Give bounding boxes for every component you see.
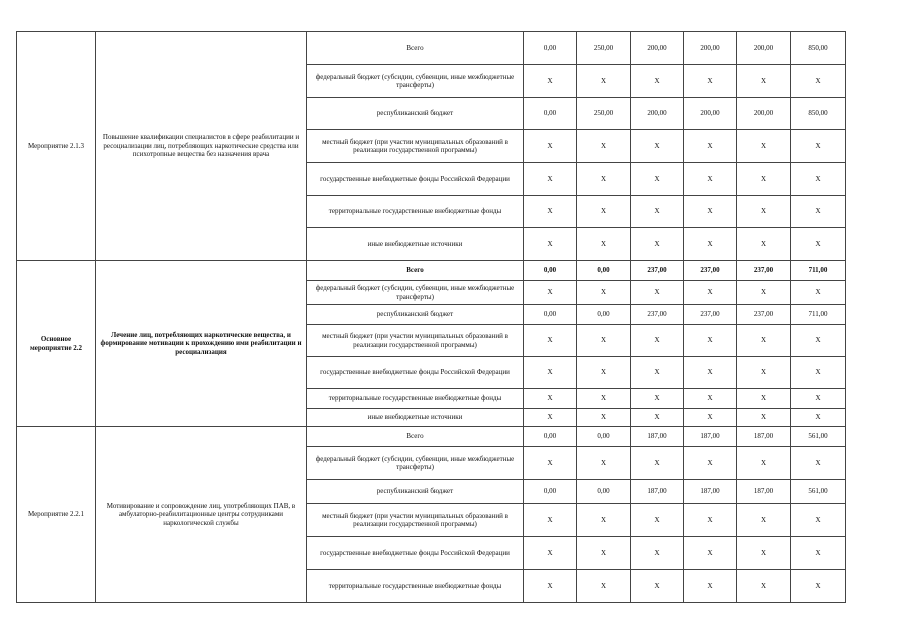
value-cell: X bbox=[631, 281, 684, 305]
funding-source: местный бюджет (при участии муниципальных образований в реализации государственной программы) bbox=[307, 504, 524, 537]
value-cell: X bbox=[631, 130, 684, 163]
value-cell: X bbox=[577, 196, 631, 228]
value-cell: 850,00 bbox=[791, 32, 846, 65]
budget-table bbox=[16, 31, 846, 603]
value-cell: X bbox=[577, 65, 631, 98]
funding-source: государственные внебюджетные фонды Российской Федерации bbox=[307, 163, 524, 196]
value-cell: X bbox=[524, 130, 577, 163]
value-cell: 561,00 bbox=[791, 427, 846, 447]
measure-description: Повышение квалификации специалистов в сфере реабилитации и ресоциализации лиц, потребляющих наркотические средства или психотропные вещества без назначения врача bbox=[96, 32, 307, 261]
value-cell: X bbox=[791, 325, 846, 357]
value-cell: X bbox=[791, 537, 846, 570]
value-cell: 187,00 bbox=[631, 480, 684, 504]
value-cell: 187,00 bbox=[631, 427, 684, 447]
value-cell: X bbox=[577, 281, 631, 305]
value-cell: X bbox=[577, 389, 631, 409]
funding-source: государственные внебюджетные фонды Российской Федерации bbox=[307, 357, 524, 389]
value-cell: X bbox=[791, 409, 846, 427]
value-cell: 200,00 bbox=[737, 98, 791, 130]
value-cell: X bbox=[791, 504, 846, 537]
value-cell: X bbox=[791, 163, 846, 196]
value-cell: X bbox=[737, 357, 791, 389]
value-cell: X bbox=[577, 130, 631, 163]
value-cell: 200,00 bbox=[684, 98, 737, 130]
value-cell: X bbox=[684, 447, 737, 480]
value-cell: X bbox=[524, 409, 577, 427]
value-cell: 237,00 bbox=[737, 305, 791, 325]
value-cell: X bbox=[791, 130, 846, 163]
value-cell: X bbox=[631, 447, 684, 480]
value-cell: 0,00 bbox=[524, 32, 577, 65]
value-cell: 561,00 bbox=[791, 480, 846, 504]
value-cell: X bbox=[791, 65, 846, 98]
value-cell: X bbox=[631, 504, 684, 537]
value-cell: X bbox=[737, 130, 791, 163]
value-cell: 237,00 bbox=[631, 305, 684, 325]
value-cell: X bbox=[737, 409, 791, 427]
value-cell: X bbox=[791, 196, 846, 228]
value-cell: X bbox=[524, 196, 577, 228]
value-cell: 850,00 bbox=[791, 98, 846, 130]
funding-source: территориальные государственные внебюджетные фонды bbox=[307, 570, 524, 603]
value-cell: 187,00 bbox=[737, 427, 791, 447]
table-row bbox=[17, 427, 846, 447]
value-cell: 0,00 bbox=[577, 480, 631, 504]
value-cell: 0,00 bbox=[577, 427, 631, 447]
funding-source: территориальные государственные внебюджетные фонды bbox=[307, 196, 524, 228]
value-cell: X bbox=[791, 389, 846, 409]
funding-source: Всего bbox=[307, 261, 524, 281]
value-cell: X bbox=[631, 409, 684, 427]
value-cell: X bbox=[684, 504, 737, 537]
value-cell: 0,00 bbox=[524, 261, 577, 281]
funding-source: иные внебюджетные источники bbox=[307, 228, 524, 261]
value-cell: 237,00 bbox=[737, 261, 791, 281]
value-cell: X bbox=[791, 357, 846, 389]
measure-description: Мотивирование и сопровождение лиц, употребляющих ПАВ, в амбулаторно-реабилитационные центры сотрудниками наркологической службы bbox=[96, 427, 307, 603]
funding-source: территориальные государственные внебюджетные фонды bbox=[307, 389, 524, 409]
funding-source: Всего bbox=[307, 427, 524, 447]
value-cell: 0,00 bbox=[524, 427, 577, 447]
measure-description: Лечение лиц, потребляющих наркотические вещества, и формирование мотивации к прохождению ими реабилитации и ресоциализация bbox=[96, 261, 307, 427]
value-cell: X bbox=[737, 163, 791, 196]
value-cell: X bbox=[577, 447, 631, 480]
value-cell: X bbox=[684, 281, 737, 305]
value-cell: X bbox=[791, 570, 846, 603]
value-cell: 200,00 bbox=[631, 32, 684, 65]
value-cell: X bbox=[631, 357, 684, 389]
funding-source: государственные внебюджетные фонды Российской Федерации bbox=[307, 537, 524, 570]
table-row bbox=[17, 261, 846, 281]
value-cell: X bbox=[684, 389, 737, 409]
table-row bbox=[17, 32, 846, 65]
value-cell: 711,00 bbox=[791, 305, 846, 325]
value-cell: X bbox=[577, 357, 631, 389]
value-cell: 237,00 bbox=[684, 305, 737, 325]
value-cell: X bbox=[737, 570, 791, 603]
value-cell: X bbox=[737, 196, 791, 228]
value-cell: X bbox=[684, 65, 737, 98]
value-cell: X bbox=[577, 163, 631, 196]
value-cell: X bbox=[737, 504, 791, 537]
value-cell: 0,00 bbox=[524, 98, 577, 130]
value-cell: X bbox=[524, 163, 577, 196]
value-cell: 200,00 bbox=[737, 32, 791, 65]
value-cell: 711,00 bbox=[791, 261, 846, 281]
funding-source: республиканский бюджет bbox=[307, 98, 524, 130]
value-cell: X bbox=[631, 196, 684, 228]
value-cell: X bbox=[791, 447, 846, 480]
funding-source: республиканский бюджет bbox=[307, 480, 524, 504]
value-cell: 237,00 bbox=[631, 261, 684, 281]
funding-source: иные внебюджетные источники bbox=[307, 409, 524, 427]
value-cell: X bbox=[577, 537, 631, 570]
value-cell: X bbox=[577, 570, 631, 603]
value-cell: X bbox=[524, 537, 577, 570]
value-cell: X bbox=[684, 196, 737, 228]
value-cell: X bbox=[791, 281, 846, 305]
value-cell: X bbox=[684, 570, 737, 603]
value-cell: X bbox=[631, 537, 684, 570]
funding-source: республиканский бюджет bbox=[307, 305, 524, 325]
value-cell: X bbox=[524, 281, 577, 305]
value-cell: X bbox=[631, 228, 684, 261]
value-cell: X bbox=[524, 228, 577, 261]
measure-label: Основное мероприятие 2.2 bbox=[17, 261, 96, 427]
value-cell: X bbox=[524, 357, 577, 389]
value-cell: 250,00 bbox=[577, 98, 631, 130]
funding-source: федеральный бюджет (субсидии, субвенции, иные межбюджетные трансферты) bbox=[307, 65, 524, 98]
value-cell: 0,00 bbox=[577, 261, 631, 281]
value-cell: 0,00 bbox=[524, 305, 577, 325]
value-cell: X bbox=[684, 325, 737, 357]
value-cell: 187,00 bbox=[684, 427, 737, 447]
value-cell: X bbox=[524, 447, 577, 480]
value-cell: 200,00 bbox=[631, 98, 684, 130]
value-cell: 250,00 bbox=[577, 32, 631, 65]
value-cell: X bbox=[684, 409, 737, 427]
measure-label: Мероприятие 2.2.1 bbox=[17, 427, 96, 603]
value-cell: X bbox=[737, 325, 791, 357]
value-cell: X bbox=[524, 325, 577, 357]
funding-source: Всего bbox=[307, 32, 524, 65]
value-cell: 237,00 bbox=[684, 261, 737, 281]
value-cell: X bbox=[631, 65, 684, 98]
measure-label: Мероприятие 2.1.3 bbox=[17, 32, 96, 261]
funding-source: федеральный бюджет (субсидии, субвенции, иные межбюджетные трансферты) bbox=[307, 281, 524, 305]
value-cell: X bbox=[577, 409, 631, 427]
value-cell: X bbox=[684, 357, 737, 389]
value-cell: X bbox=[631, 389, 684, 409]
value-cell: X bbox=[791, 228, 846, 261]
value-cell: X bbox=[577, 228, 631, 261]
value-cell: X bbox=[631, 163, 684, 196]
value-cell: X bbox=[524, 570, 577, 603]
value-cell: X bbox=[737, 65, 791, 98]
value-cell: X bbox=[684, 228, 737, 261]
value-cell: X bbox=[737, 389, 791, 409]
value-cell: X bbox=[684, 163, 737, 196]
value-cell: X bbox=[631, 570, 684, 603]
funding-source: федеральный бюджет (субсидии, субвенции, иные межбюджетные трансферты) bbox=[307, 447, 524, 480]
value-cell: X bbox=[737, 537, 791, 570]
value-cell: X bbox=[737, 228, 791, 261]
value-cell: X bbox=[737, 281, 791, 305]
value-cell: 200,00 bbox=[684, 32, 737, 65]
value-cell: 187,00 bbox=[737, 480, 791, 504]
value-cell: X bbox=[524, 65, 577, 98]
value-cell: 0,00 bbox=[577, 305, 631, 325]
value-cell: 0,00 bbox=[524, 480, 577, 504]
value-cell: X bbox=[737, 447, 791, 480]
funding-source: местный бюджет (при участии муниципальных образований в реализации государственной программы) bbox=[307, 130, 524, 163]
value-cell: X bbox=[684, 537, 737, 570]
value-cell: X bbox=[577, 504, 631, 537]
value-cell: X bbox=[684, 130, 737, 163]
value-cell: X bbox=[524, 389, 577, 409]
funding-source: местный бюджет (при участии муниципальных образований в реализации государственной программы) bbox=[307, 325, 524, 357]
value-cell: 187,00 bbox=[684, 480, 737, 504]
value-cell: X bbox=[577, 325, 631, 357]
value-cell: X bbox=[524, 504, 577, 537]
value-cell: X bbox=[631, 325, 684, 357]
